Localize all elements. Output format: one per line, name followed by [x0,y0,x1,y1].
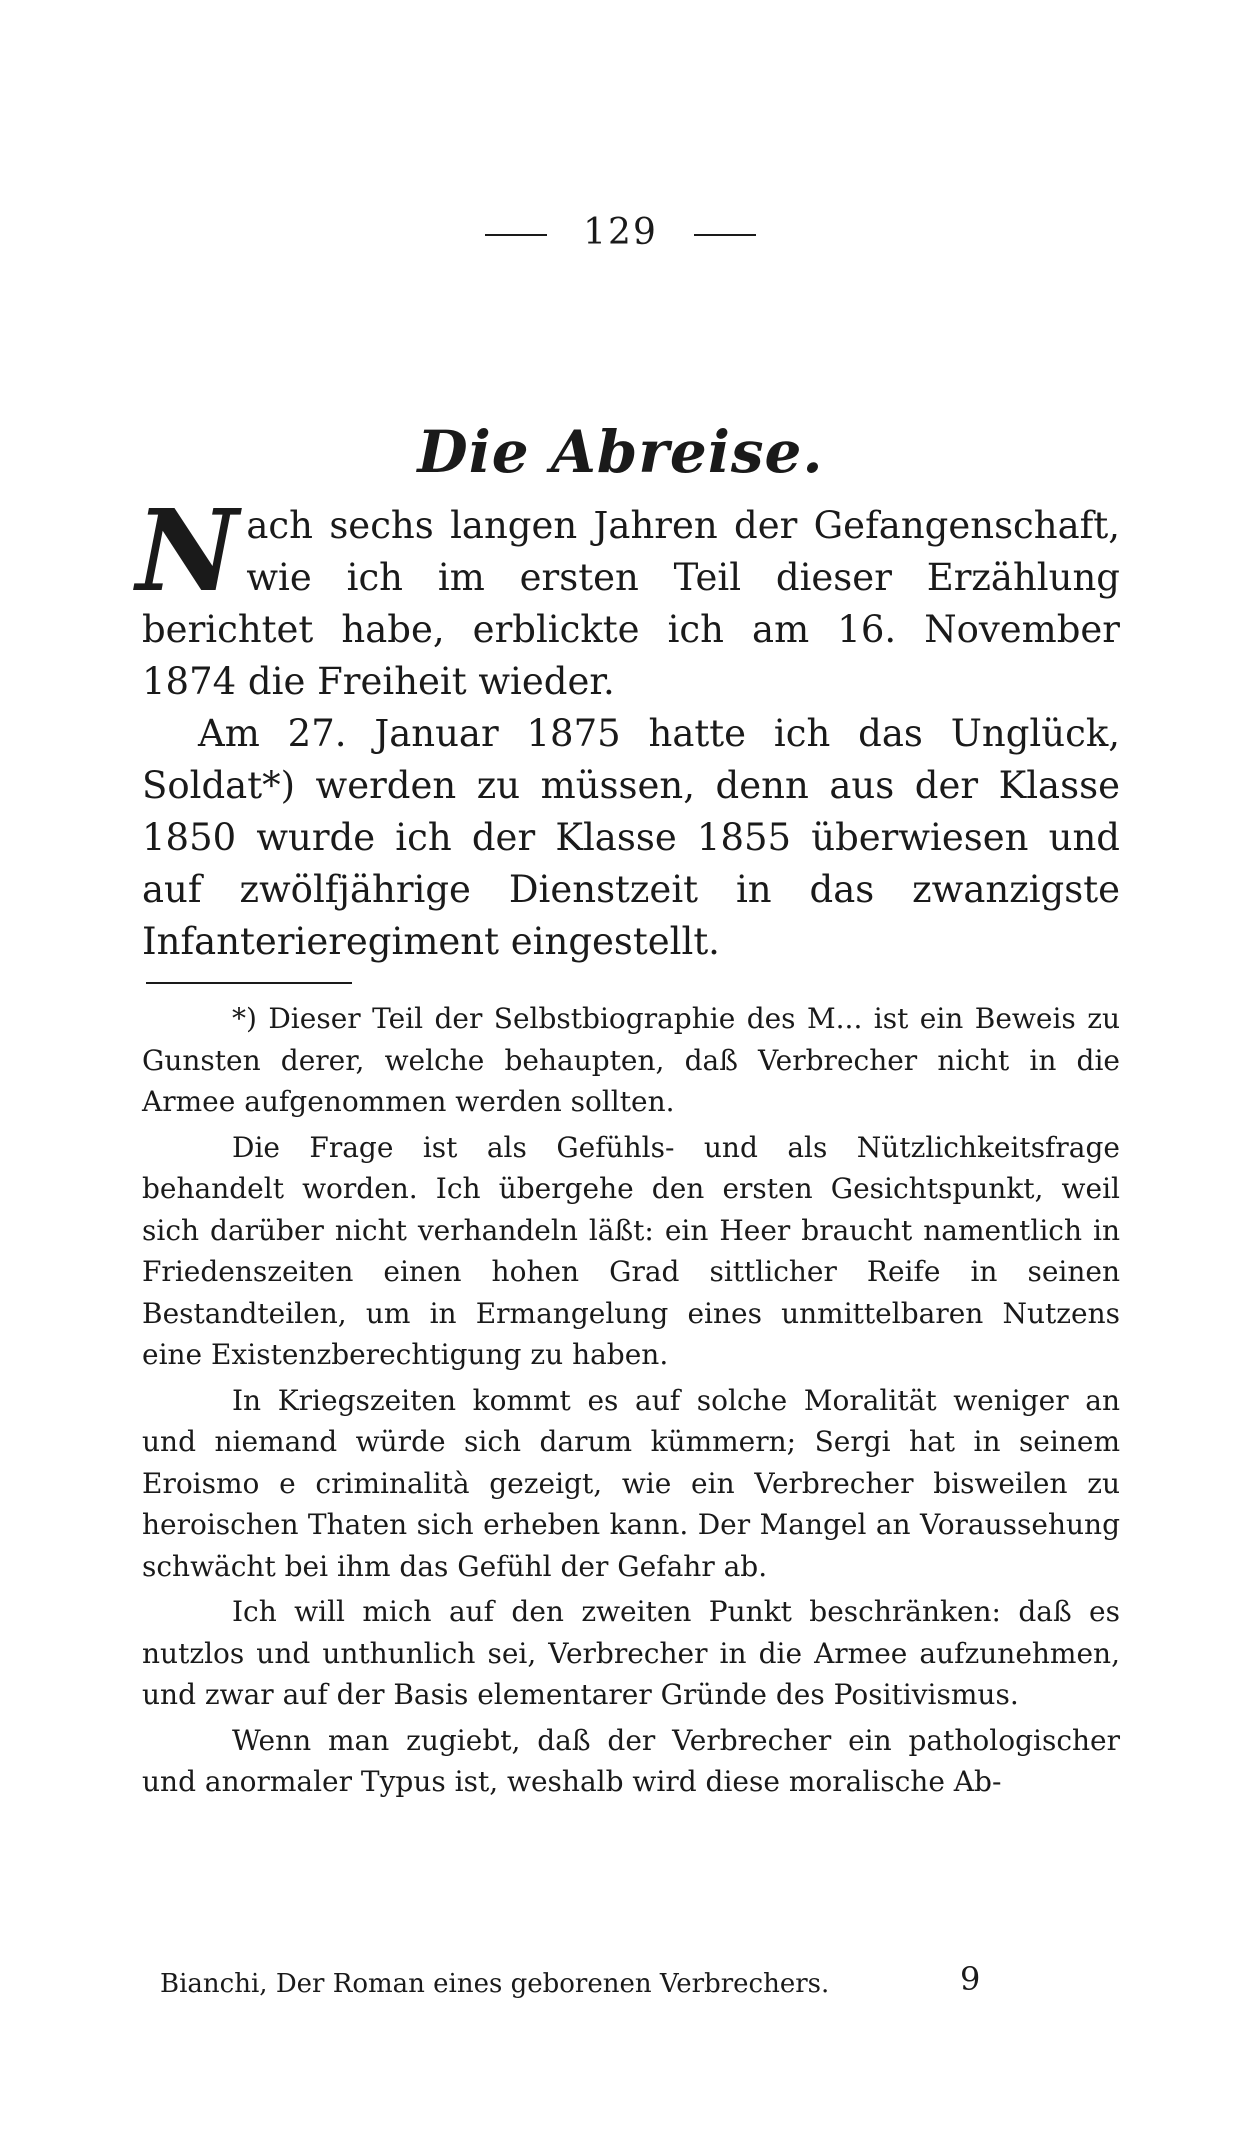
signature-mark: 9 [960,1960,981,1998]
footnote-paragraph: Die Frage ist als Gefühls- und als Nützlichkeitsfrage behandelt worden. Ich übergehe den ersten Gesichtspunkt, weil sich darüber nicht verhandeln läßt: ein Heer braucht namentlich in Friedenszeiten einen hohen Grad sittlicher Reife in seinen Bestandteilen, um in Ermangelung eines unmittelbaren Nutzens eine Existenzberechtigung zu haben. [142,1130,1120,1371]
drop-cap-initial: N [136,486,239,617]
dash-right [694,234,756,236]
running-footer-title: Bianchi, Der Roman eines geborenen Verbrechers. [160,1969,830,1999]
footnotes [142,998,1120,1807]
dash-left [485,234,547,236]
chapter-title: Die Abreise. [417,418,824,486]
footnote-paragraph: *) Dieser Teil der Selbstbiographie des M... ist ein Beweis zu Gunsten derer, welche behaupten, daß Verbrecher nicht in die Armee aufgenommen werden sollten. [142,1002,1120,1118]
paragraph-2: Am 27. Januar 1875 hatte ich das Unglück, Soldat*) werden zu müssen, denn aus der Klasse 1850 wurde ich der Klasse 1855 überwiesen und auf zwölfjährige Dienstzeit in das zwanzigste Infanterieregiment eingestellt. [142,712,1120,963]
main-text [136,486,1120,968]
footnote-paragraph: Wenn man zugiebt, daß der Verbrecher ein pathologischer und anormaler Typus ist, weshalb wird diese moralische Ab- [142,1723,1120,1798]
paragraph-1-text: ach sechs langen Jahren der Gefangenschaft, wie ich im ersten Teil dieser Erzählung berichtet habe, erblickte ich am 16. November 1874 die Freiheit wieder. [142,504,1120,703]
paragraph-1 [136,486,1120,708]
page-number-header [0,212,1241,253]
footnote-paragraph: Ich will mich auf den zweiten Punkt beschränken: daß es nutzlos und unthunlich sei, Verbrecher in die Armee aufzunehmen, und zwar auf der Basis elementarer Gründe des Positivismus. [142,1595,1120,1711]
page-number: 129 [583,212,658,253]
footnote-divider [146,982,352,984]
footnote-paragraph: In Kriegszeiten kommt es auf solche Moralität weniger an und niemand würde sich darum kümmern; Sergi hat in seinem Eroismo e criminalità gezeigt, wie ein Verbrecher bisweilen zu heroischen Thaten sich erheben kann. Der Mangel an Voraussehung schwächt bei ihm das Gefühl der Gefahr ab. [142,1383,1120,1583]
